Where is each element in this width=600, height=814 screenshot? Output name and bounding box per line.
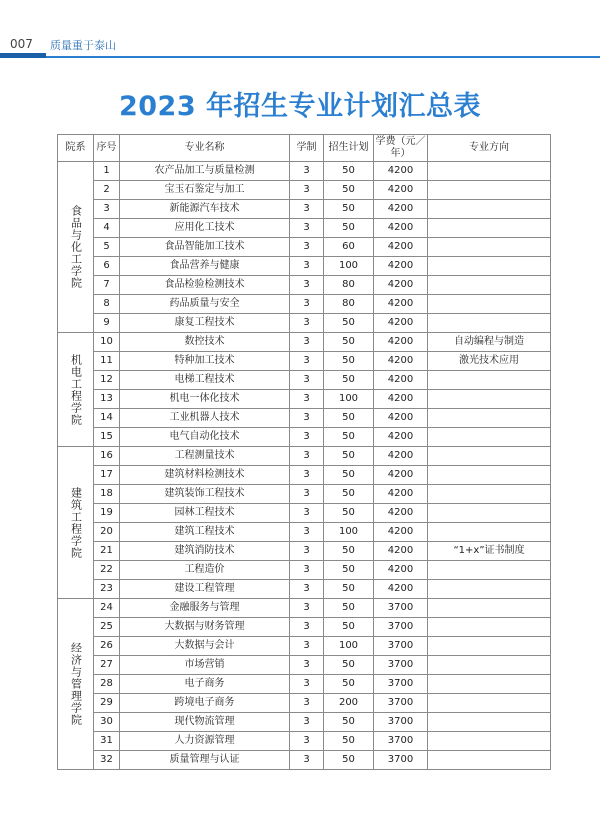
- table-row: [58, 637, 551, 656]
- direction-cell: [428, 561, 551, 580]
- duration-cell: 3: [290, 485, 324, 504]
- duration-cell: 3: [290, 504, 324, 523]
- fee-cell: 4200: [374, 542, 428, 561]
- duration-cell: 3: [290, 314, 324, 333]
- col-header-dept: 院系: [58, 135, 94, 162]
- duration-cell: 3: [290, 618, 324, 637]
- seq-cell: 2: [94, 181, 120, 200]
- major-cell: 建筑装饰工程技术: [120, 485, 290, 504]
- fee-cell: 3700: [374, 675, 428, 694]
- quota-cell: 50: [324, 542, 374, 561]
- direction-cell: 激光技术应用: [428, 352, 551, 371]
- direction-cell: 自动编程与制造: [428, 333, 551, 352]
- major-cell: 宝玉石鉴定与加工: [120, 181, 290, 200]
- table-row: [58, 656, 551, 675]
- direction-cell: [428, 732, 551, 751]
- seq-cell: 24: [94, 599, 120, 618]
- seq-cell: 4: [94, 219, 120, 238]
- seq-cell: 31: [94, 732, 120, 751]
- quota-cell: 50: [324, 314, 374, 333]
- fee-cell: 3700: [374, 618, 428, 637]
- quota-cell: 50: [324, 618, 374, 637]
- direction-cell: [428, 504, 551, 523]
- fee-cell: 4200: [374, 523, 428, 542]
- table-row: [58, 162, 551, 181]
- table-row: [58, 618, 551, 637]
- direction-cell: [428, 371, 551, 390]
- fee-cell: 4200: [374, 162, 428, 181]
- direction-cell: [428, 238, 551, 257]
- quota-cell: 50: [324, 485, 374, 504]
- table-row: [58, 352, 551, 371]
- quota-cell: 50: [324, 561, 374, 580]
- fee-cell: 3700: [374, 713, 428, 732]
- seq-cell: 21: [94, 542, 120, 561]
- major-cell: 人力资源管理: [120, 732, 290, 751]
- dept-cell: 经济与管理学院: [58, 599, 94, 770]
- fee-cell: 4200: [374, 219, 428, 238]
- duration-cell: 3: [290, 599, 324, 618]
- table-row: [58, 561, 551, 580]
- table-row: [58, 200, 551, 219]
- fee-cell: 4200: [374, 371, 428, 390]
- major-cell: 农产品加工与质量检测: [120, 162, 290, 181]
- seq-cell: 12: [94, 371, 120, 390]
- page-title: 2023 年招生专业计划汇总表: [118, 91, 482, 122]
- col-header-duration: 学制: [290, 135, 324, 162]
- direction-cell: [428, 618, 551, 637]
- page-header: [0, 0, 600, 62]
- fee-cell: 3700: [374, 599, 428, 618]
- fee-cell: 3700: [374, 751, 428, 770]
- quota-cell: 50: [324, 675, 374, 694]
- direction-cell: [428, 694, 551, 713]
- major-cell: 电梯工程技术: [120, 371, 290, 390]
- direction-cell: [428, 409, 551, 428]
- table-body: [58, 162, 551, 770]
- duration-cell: 3: [290, 732, 324, 751]
- direction-cell: [428, 637, 551, 656]
- quota-cell: 60: [324, 238, 374, 257]
- quota-cell: 50: [324, 732, 374, 751]
- duration-cell: 3: [290, 523, 324, 542]
- col-header-seq: 序号: [94, 135, 120, 162]
- fee-cell: 4200: [374, 409, 428, 428]
- table-row: [58, 428, 551, 447]
- col-header-quota: 招生计划: [324, 135, 374, 162]
- seq-cell: 19: [94, 504, 120, 523]
- duration-cell: 3: [290, 162, 324, 181]
- duration-cell: 3: [290, 200, 324, 219]
- running-title: 质量重于泰山: [50, 39, 116, 52]
- fee-cell: 4200: [374, 580, 428, 599]
- duration-cell: 3: [290, 352, 324, 371]
- duration-cell: 3: [290, 542, 324, 561]
- table-row: [58, 276, 551, 295]
- quota-cell: 50: [324, 466, 374, 485]
- seq-cell: 13: [94, 390, 120, 409]
- seq-cell: 26: [94, 637, 120, 656]
- quota-cell: 50: [324, 504, 374, 523]
- table-row: [58, 542, 551, 561]
- seq-cell: 28: [94, 675, 120, 694]
- quota-cell: 50: [324, 599, 374, 618]
- quota-cell: 50: [324, 219, 374, 238]
- col-header-major: 专业名称: [120, 135, 290, 162]
- direction-cell: [428, 599, 551, 618]
- major-cell: 电子商务: [120, 675, 290, 694]
- major-cell: 园林工程技术: [120, 504, 290, 523]
- major-cell: 药品质量与安全: [120, 295, 290, 314]
- major-cell: 建筑工程技术: [120, 523, 290, 542]
- major-cell: 建筑材料检测技术: [120, 466, 290, 485]
- duration-cell: 3: [290, 333, 324, 352]
- table-row: [58, 181, 551, 200]
- major-cell: 工程造价: [120, 561, 290, 580]
- major-cell: 食品检验检测技术: [120, 276, 290, 295]
- page-number: 007: [10, 37, 33, 51]
- table-row: [58, 751, 551, 770]
- direction-cell: [428, 162, 551, 181]
- duration-cell: 3: [290, 371, 324, 390]
- seq-cell: 27: [94, 656, 120, 675]
- seq-cell: 22: [94, 561, 120, 580]
- table-row: [58, 314, 551, 333]
- table-row: [58, 694, 551, 713]
- table-row: [58, 504, 551, 523]
- duration-cell: 3: [290, 675, 324, 694]
- quota-cell: 100: [324, 523, 374, 542]
- major-cell: 建设工程管理: [120, 580, 290, 599]
- seq-cell: 10: [94, 333, 120, 352]
- table-row: [58, 580, 551, 599]
- major-cell: 新能源汽车技术: [120, 200, 290, 219]
- duration-cell: 3: [290, 295, 324, 314]
- quota-cell: 50: [324, 580, 374, 599]
- major-cell: 现代物流管理: [120, 713, 290, 732]
- fee-cell: 3700: [374, 637, 428, 656]
- seq-cell: 18: [94, 485, 120, 504]
- major-cell: 康复工程技术: [120, 314, 290, 333]
- duration-cell: 3: [290, 428, 324, 447]
- direction-cell: [428, 485, 551, 504]
- seq-cell: 32: [94, 751, 120, 770]
- seq-cell: 15: [94, 428, 120, 447]
- direction-cell: “1+x”证书制度: [428, 542, 551, 561]
- table-row: [58, 485, 551, 504]
- duration-cell: 3: [290, 390, 324, 409]
- col-header-direction: 专业方向: [428, 135, 551, 162]
- direction-cell: [428, 200, 551, 219]
- fee-cell: 4200: [374, 276, 428, 295]
- direction-cell: [428, 390, 551, 409]
- direction-cell: [428, 713, 551, 732]
- major-cell: 市场营销: [120, 656, 290, 675]
- quota-cell: 50: [324, 751, 374, 770]
- duration-cell: 3: [290, 466, 324, 485]
- seq-cell: 5: [94, 238, 120, 257]
- direction-cell: [428, 447, 551, 466]
- quota-cell: 50: [324, 333, 374, 352]
- table-row: [58, 447, 551, 466]
- duration-cell: 3: [290, 580, 324, 599]
- col-header-fee: 学费（元／年）: [374, 135, 428, 162]
- table-row: [58, 732, 551, 751]
- major-cell: 建筑消防技术: [120, 542, 290, 561]
- major-cell: 食品智能加工技术: [120, 238, 290, 257]
- seq-cell: 7: [94, 276, 120, 295]
- header-rule: [0, 56, 600, 58]
- dept-cell: 食品与化工学院: [58, 162, 94, 333]
- major-cell: 跨境电子商务: [120, 694, 290, 713]
- seq-cell: 30: [94, 713, 120, 732]
- seq-cell: 3: [94, 200, 120, 219]
- fee-cell: 4200: [374, 428, 428, 447]
- quota-cell: 50: [324, 447, 374, 466]
- fee-cell: 4200: [374, 238, 428, 257]
- table-row: [58, 675, 551, 694]
- duration-cell: 3: [290, 561, 324, 580]
- dept-cell: 机电工程学院: [58, 333, 94, 447]
- table-row: [58, 333, 551, 352]
- fee-cell: 3700: [374, 694, 428, 713]
- duration-cell: 3: [290, 694, 324, 713]
- duration-cell: 3: [290, 219, 324, 238]
- direction-cell: [428, 257, 551, 276]
- direction-cell: [428, 295, 551, 314]
- fee-cell: 3700: [374, 732, 428, 751]
- duration-cell: 3: [290, 656, 324, 675]
- table-row: [58, 238, 551, 257]
- direction-cell: [428, 428, 551, 447]
- table-row: [58, 390, 551, 409]
- seq-cell: 16: [94, 447, 120, 466]
- table-row: [58, 409, 551, 428]
- major-cell: 应用化工技术: [120, 219, 290, 238]
- quota-cell: 80: [324, 295, 374, 314]
- quota-cell: 100: [324, 390, 374, 409]
- fee-cell: 4200: [374, 561, 428, 580]
- seq-cell: 1: [94, 162, 120, 181]
- duration-cell: 3: [290, 181, 324, 200]
- seq-cell: 11: [94, 352, 120, 371]
- seq-cell: 23: [94, 580, 120, 599]
- dept-cell: 建筑工程学院: [58, 447, 94, 599]
- table-row: [58, 713, 551, 732]
- seq-cell: 29: [94, 694, 120, 713]
- quota-cell: 80: [324, 276, 374, 295]
- fee-cell: 3700: [374, 656, 428, 675]
- table-row: [58, 466, 551, 485]
- quota-cell: 100: [324, 257, 374, 276]
- fee-cell: 4200: [374, 504, 428, 523]
- duration-cell: 3: [290, 276, 324, 295]
- fee-cell: 4200: [374, 390, 428, 409]
- major-cell: 大数据与会计: [120, 637, 290, 656]
- table-row: [58, 523, 551, 542]
- quota-cell: 50: [324, 181, 374, 200]
- table-row: [58, 295, 551, 314]
- fee-cell: 4200: [374, 181, 428, 200]
- seq-cell: 20: [94, 523, 120, 542]
- table-row: [58, 371, 551, 390]
- fee-cell: 4200: [374, 257, 428, 276]
- fee-cell: 4200: [374, 447, 428, 466]
- quota-cell: 50: [324, 409, 374, 428]
- duration-cell: 3: [290, 238, 324, 257]
- major-cell: 大数据与财务管理: [120, 618, 290, 637]
- quota-cell: 50: [324, 656, 374, 675]
- fee-cell: 4200: [374, 314, 428, 333]
- direction-cell: [428, 181, 551, 200]
- direction-cell: [428, 466, 551, 485]
- quota-cell: 100: [324, 637, 374, 656]
- quota-cell: 50: [324, 200, 374, 219]
- major-cell: 食品营养与健康: [120, 257, 290, 276]
- direction-cell: [428, 656, 551, 675]
- major-cell: 工程测量技术: [120, 447, 290, 466]
- duration-cell: 3: [290, 409, 324, 428]
- direction-cell: [428, 276, 551, 295]
- quota-cell: 50: [324, 428, 374, 447]
- quota-cell: 50: [324, 352, 374, 371]
- fee-cell: 4200: [374, 200, 428, 219]
- major-cell: 质量管理与认证: [120, 751, 290, 770]
- direction-cell: [428, 675, 551, 694]
- major-cell: 工业机器人技术: [120, 409, 290, 428]
- duration-cell: 3: [290, 751, 324, 770]
- header-rule-accent: [0, 53, 46, 58]
- seq-cell: 8: [94, 295, 120, 314]
- fee-cell: 4200: [374, 295, 428, 314]
- major-cell: 电气自动化技术: [120, 428, 290, 447]
- direction-cell: [428, 314, 551, 333]
- duration-cell: 3: [290, 447, 324, 466]
- table-row: [58, 219, 551, 238]
- seq-cell: 25: [94, 618, 120, 637]
- fee-cell: 4200: [374, 466, 428, 485]
- table-row: [58, 257, 551, 276]
- direction-cell: [428, 219, 551, 238]
- duration-cell: 3: [290, 713, 324, 732]
- major-cell: 特种加工技术: [120, 352, 290, 371]
- seq-cell: 14: [94, 409, 120, 428]
- quota-cell: 50: [324, 371, 374, 390]
- duration-cell: 3: [290, 257, 324, 276]
- major-cell: 金融服务与管理: [120, 599, 290, 618]
- fee-cell: 4200: [374, 485, 428, 504]
- table-header-row: [58, 135, 551, 162]
- seq-cell: 9: [94, 314, 120, 333]
- major-cell: 数控技术: [120, 333, 290, 352]
- direction-cell: [428, 523, 551, 542]
- fee-cell: 4200: [374, 333, 428, 352]
- quota-cell: 200: [324, 694, 374, 713]
- quota-cell: 50: [324, 713, 374, 732]
- direction-cell: [428, 580, 551, 599]
- seq-cell: 17: [94, 466, 120, 485]
- fee-cell: 4200: [374, 352, 428, 371]
- quota-cell: 50: [324, 162, 374, 181]
- enrollment-plan-table: [57, 134, 551, 770]
- major-cell: 机电一体化技术: [120, 390, 290, 409]
- seq-cell: 6: [94, 257, 120, 276]
- duration-cell: 3: [290, 637, 324, 656]
- direction-cell: [428, 751, 551, 770]
- table-row: [58, 599, 551, 618]
